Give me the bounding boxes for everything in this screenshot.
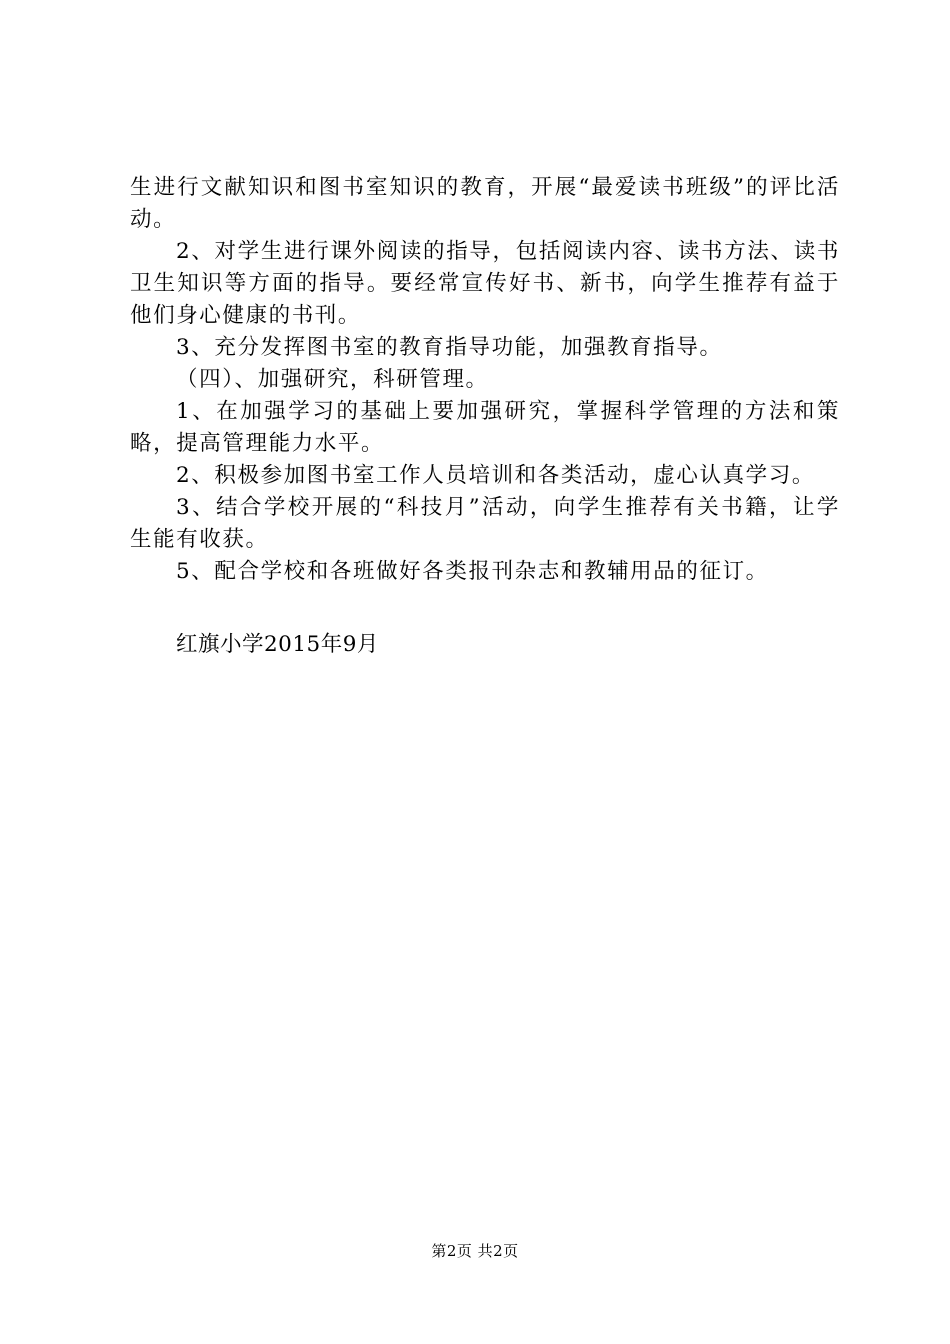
- section-heading: （四）、加强研究，科研管理。: [176, 367, 489, 392]
- paragraph-7: 3、结合学校开展的“科技月”活动，向学生推荐有关书籍，让学生能有收获。: [130, 495, 840, 552]
- paragraph-6: 2、积极参加图书室工作人员培训和各类活动，虚心认真学习。: [176, 463, 815, 488]
- paragraph-8: 5、配合学校和各班做好各类报刊杂志和教辅用品的征订。: [176, 559, 769, 584]
- page-footer: 第2页 共2页: [431, 1242, 519, 1260]
- paragraph-1: 生进行文献知识和图书室知识的教育，开展“最爱读书班级”的评比活动。: [130, 175, 840, 232]
- document-body: [130, 172, 840, 588]
- paragraph-2: 2、对学生进行课外阅读的指导，包括阅读内容、读书方法、读书卫生知识等方面的指导。要经常宣传好书、新书，向学生推荐有益于他们身心健康的书刊。: [130, 239, 840, 328]
- paragraph-5: 1、在加强学习的基础上要加强研究，掌握科学管理的方法和策略，提高管理能力水平。: [130, 399, 840, 456]
- paragraph-3: 3、充分发挥图书室的教育指导功能，加强教育指导。: [176, 335, 723, 360]
- signature-line: 红旗小学2015年9月: [176, 632, 379, 657]
